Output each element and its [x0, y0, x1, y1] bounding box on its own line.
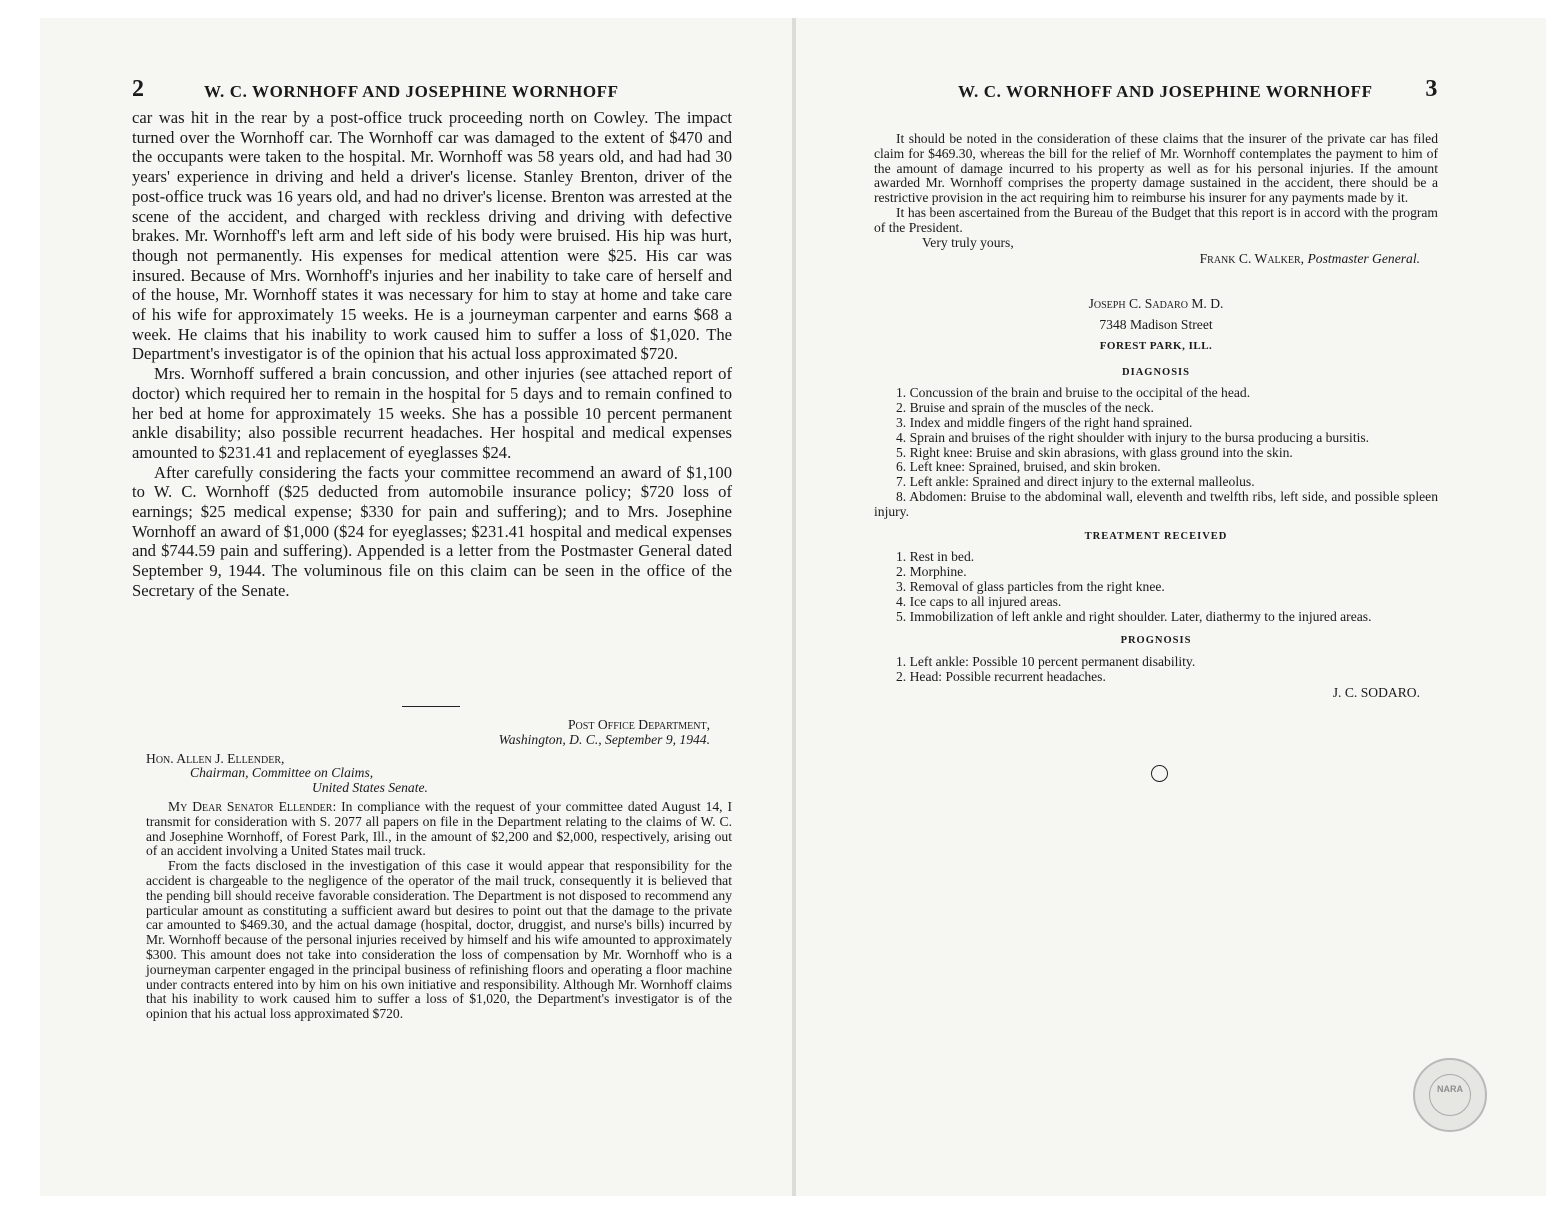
diagnosis-heading: DIAGNOSIS: [1122, 366, 1190, 378]
left-running-head: W. C. WORNHOFF AND JOSEPHINE WORNHOFF: [204, 82, 619, 101]
signature-name: Frank C. Walker,: [1199, 251, 1305, 267]
doctor-name: Joseph C. Sadaro M. D.: [1088, 296, 1224, 312]
archive-stamp-inner-ring: [1429, 1074, 1471, 1116]
diagnosis-item: 1. Concussion of the brain and bruise to the occipital of the head.: [896, 385, 1251, 401]
prognosis-item: 1. Left ankle: Possible 10 percent permanent disability.: [896, 654, 1196, 670]
prognosis-heading: PROGNOSIS: [1120, 635, 1192, 647]
letter-place-date: Washington, D. C., September 9, 1944.: [498, 731, 710, 747]
left-page-header: [132, 76, 732, 106]
doctor-street: 7348 Madison Street: [1099, 316, 1213, 332]
prognosis-item: 2. Head: Possible recurrent headaches.: [896, 668, 1106, 684]
treatment-heading: TREATMENT RECEIVED: [1084, 530, 1228, 542]
diagnosis-item: 7. Left ankle: Sprained and direct injury to the external malleolus.: [896, 474, 1255, 490]
letter-paragraph-3: It should be noted in the consideration of these claims that the insurer of the private car has filed claim for $469.30, whereas the bill for the relief of Mr. Wornhoff contemplates the payment to him of the amount of damage incurred to his property as well as for his personal injuries. If the amount awarded Mr. Wornhoff comprises the property damage sustained in the accident, there should be a restrictive provision in the act requiring him to reimburse his insurer for any payments made by it.: [874, 131, 1438, 206]
report-paragraph-3: After carefully considering the facts your committee recommend an award of $1,100 to W. C. Wornhoff ($25 deducted from automobile insurance policy; $720 loss of earnings; $25 medical expense; $330 for pain and suffering); and to Mrs. Josephine Wornhoff an award of $1,000 ($24 for eyeglasses; $231.41 hospital and medical expenses and $744.59 pain and suffering). Appended is a letter from the Postmaster General dated September 9, 1944. The voluminous file on this claim can be seen in the office of the Secretary of the Senate.: [132, 462, 732, 600]
diagnosis-item: 2. Bruise and sprain of the muscles of the neck.: [896, 400, 1154, 416]
letter-addressee-org: United States Senate.: [312, 780, 428, 796]
right-running-head: W. C. WORNHOFF AND JOSEPHINE WORNHOFF: [958, 82, 1373, 101]
section-divider: [402, 706, 460, 707]
diagnosis-list: [874, 386, 1438, 519]
letter-sender: Post Office Department,: [568, 717, 710, 732]
diagnosis-item: 5. Right knee: Bruise and skin abrasions, with glass ground into the skin.: [896, 444, 1293, 460]
doctor-city: FOREST PARK, ILL.: [1099, 339, 1213, 352]
treatment-item: 2. Morphine.: [896, 564, 967, 580]
report-paragraph-2: Mrs. Wornhoff suffered a brain concussion, and other injuries (see attached report of doctor) which required her to remain in the hospital for 5 days and to remain confined to her bed at home for approximately 15 weeks. She has a possible 10 percent permanent ankle disability; also possible recurrent headaches. Her hospital and medical expenses amounted to $231.41 and replacement of eyeglasses $24.: [132, 364, 732, 462]
diagnosis-item: 6. Left knee: Sprained, bruised, and skin broken.: [896, 459, 1161, 475]
letter-continuation: [874, 132, 1438, 701]
treatment-list: [874, 550, 1438, 624]
treatment-item: 5. Immobilization of left ankle and right shoulder. Later, diathermy to the injured areas.: [896, 608, 1372, 624]
diagnosis-item: 8. Abdomen: Bruise to the abdominal wall, eleventh and twelfth ribs, left side, and possible spleen injury.: [874, 488, 1438, 519]
letter-paragraph-1-text: In compliance with the request of your committee dated August 14, I transmit for consideration with S. 2077 all papers on file in the Department relating to the claims of W. C. and Josephine Wornhoff, of Forest Park, Ill., in the amount of $2,200 and $2,000, respectively, arising out of an accident involving a United States mail truck.: [146, 798, 732, 859]
signature-title: Postmaster General.: [1307, 251, 1420, 267]
archive-stamp-label: NARA: [1437, 1084, 1463, 1094]
report-signature: J. C. SODARO.: [1332, 684, 1420, 700]
letter-paragraph-1: [146, 800, 732, 859]
prognosis-list: [874, 655, 1438, 685]
committee-report-text: [132, 108, 732, 601]
right-page-header: [958, 76, 1438, 106]
left-page-number: 2: [132, 76, 145, 102]
letter-closing: Very truly yours,: [922, 234, 1014, 250]
letter-salutation: My Dear Senator Ellender:: [168, 798, 337, 814]
diagnosis-item: 3. Index and middle fingers of the right hand sprained.: [896, 414, 1193, 430]
postmaster-letter: [146, 718, 732, 1022]
letter-paragraph-2: From the facts disclosed in the investigation of this case it would appear that responsibility for the accident is chargeable to the negligence of the operator of the mail truck, consequently it is believed that the pending bill should receive favorable consideration. The Department is not disposed to recommend any particular amount as constituting a sufficient award but desires to point out that the damage to the private car amounted to $469.30, and the actual damage (hospital, doctor, druggist, and nurse's bills) incurred by Mr. Wornhoff because of the personal injuries received by himself and his wife amounted to approximately $300. This amount does not take into consideration the loss of compensation by Mr. Wornhoff who is a journeyman carpenter engaged in the principal business of refinishing floors and operating a floor machine under contracts entered into by him on his own initiative and responsibility. Although Mr. Wornhoff claims that his inability to work caused him to suffer a loss of $1,020, the Department's investigator is of the opinion that his actual loss approximated $720.: [146, 858, 732, 1022]
treatment-item: 4. Ice caps to all injured areas.: [896, 593, 1062, 609]
right-page-number: 3: [1425, 76, 1438, 102]
report-paragraph-1: car was hit in the rear by a post-office truck proceeding north on Cowley. The impact turned over the Wornhoff car. The Wornhoff car was damaged to the extent of $470 and the occupants were taken to the hospital. Mr. Wornhoff was 58 years old, and had had 30 years' experience in driving and held a driver's license. Stanley Brenton, driver of the post-office truck was 16 years old, and had no driver's license. Brenton was arrested at the scene of the accident, and charged with reckless driving and driving with defective brakes. Mr. Wornhoff's left arm and left side of his body were bruised. His hip was hurt, though not permanently. His expenses for medical attention were $25. His car was insured. Because of Mrs. Wornhoff's injuries and her inability to take care of herself and of the house, Mr. Wornhoff states it was necessary for him to stay at home and take care of his wife for approximately 15 weeks. He is a journeyman carpenter and earns $68 a week. He claims that his inability to work caused him to suffer a loss of $1,020. The Department's investigator is of the opinion that his actual loss approximated $720.: [132, 108, 732, 364]
end-mark-circle: [1151, 765, 1168, 782]
letter-addressee-name: Hon. Allen J. Ellender,: [146, 750, 285, 766]
letter-addressee-title: Chairman, Committee on Claims,: [190, 765, 374, 781]
archive-stamp: [1413, 1058, 1487, 1132]
treatment-item: 3. Removal of glass particles from the right knee.: [896, 578, 1165, 594]
letter-paragraph-4: It has been ascertained from the Bureau of the Budget that this report is in accord with the program of the President.: [874, 204, 1438, 235]
letter-signature: [874, 252, 1438, 267]
treatment-item: 1. Rest in bed.: [896, 549, 975, 565]
diagnosis-item: 4. Sprain and bruises of the right shoulder with injury to the bursa producing a bursitis.: [896, 429, 1370, 445]
